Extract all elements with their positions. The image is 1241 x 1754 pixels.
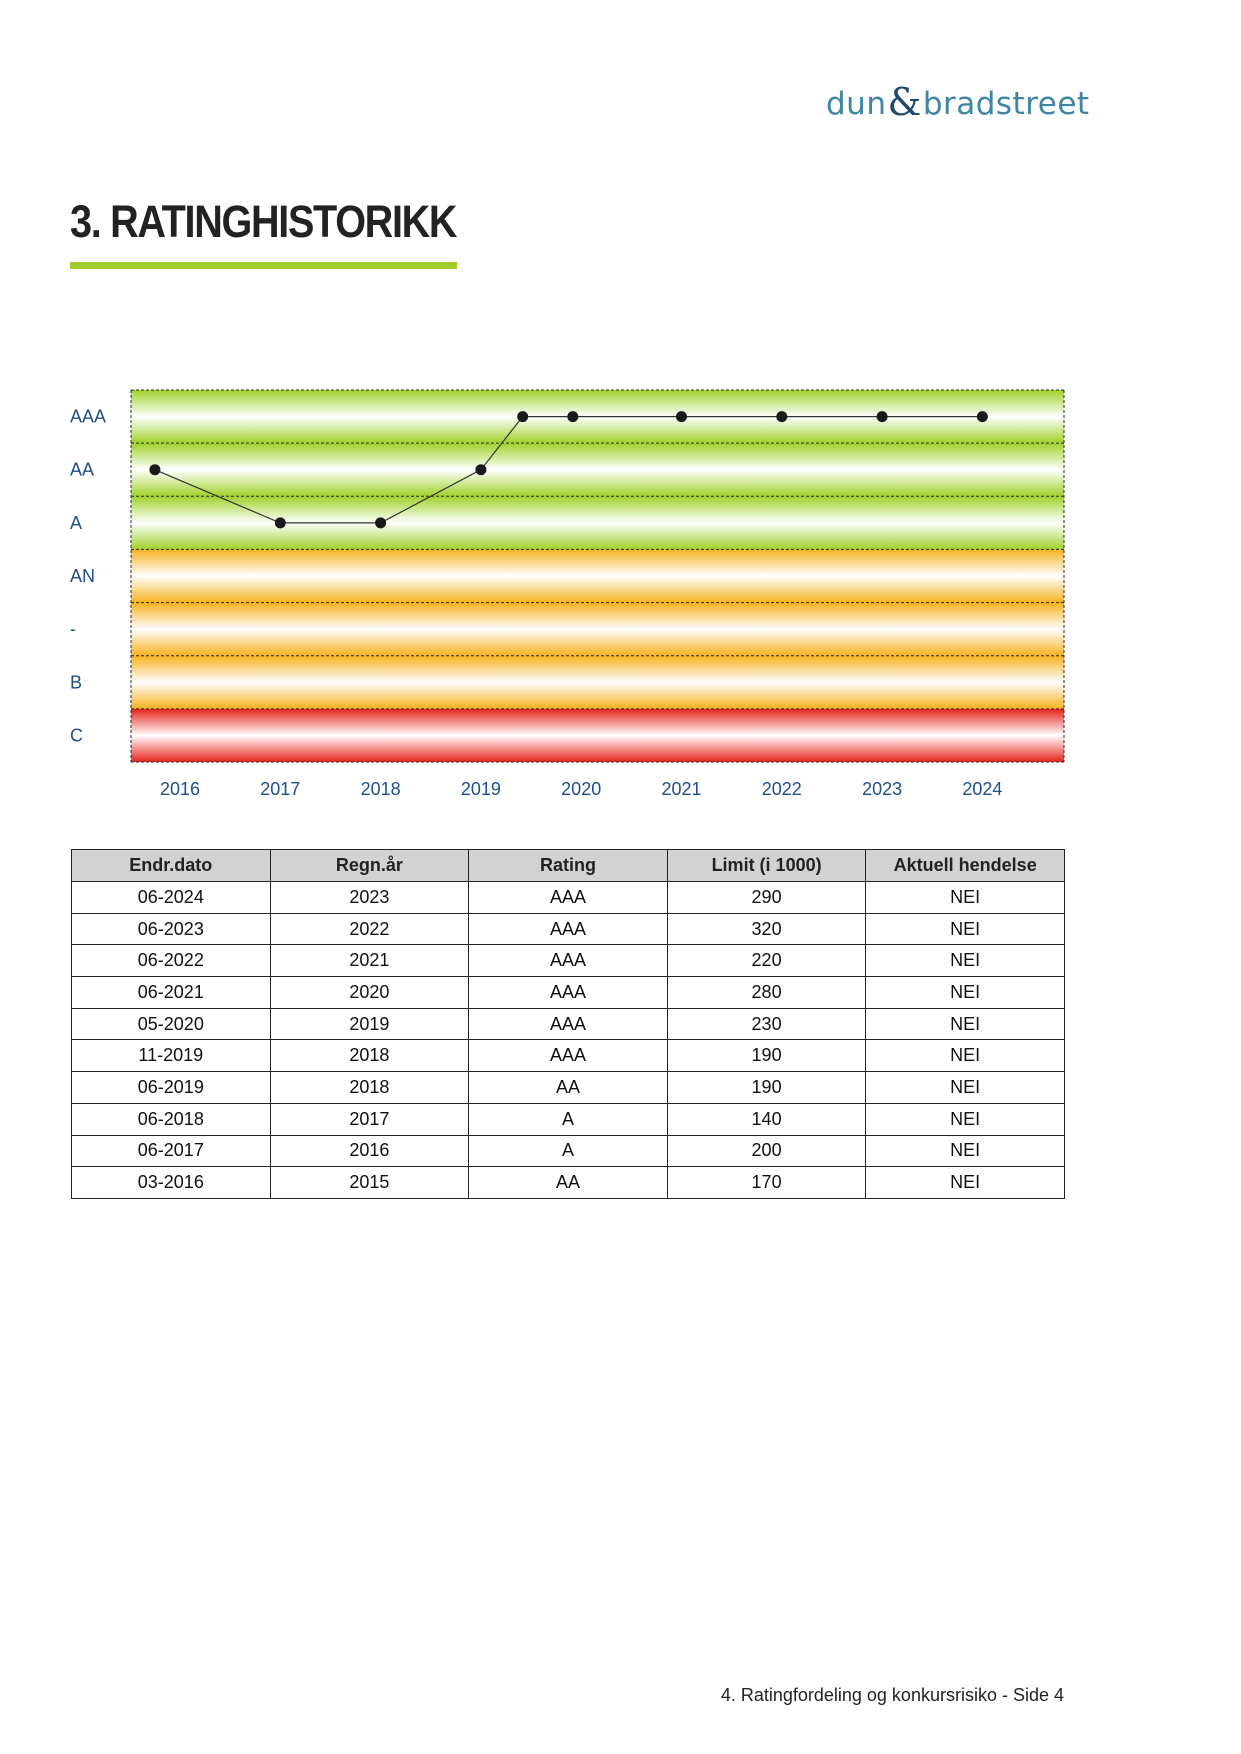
header-regn-ar: Regn.år xyxy=(270,850,469,882)
cell-endr-dato: 06-2021 xyxy=(72,977,271,1009)
band-aa xyxy=(131,443,1064,496)
logo-part-dun: dun xyxy=(826,86,887,122)
data-point xyxy=(275,517,286,528)
cell-aktuell-hendelse: NEI xyxy=(866,1135,1065,1167)
y-tick-label: AA xyxy=(70,459,95,480)
band-b xyxy=(131,656,1064,709)
y-tick-label: B xyxy=(70,672,83,693)
header-limit: Limit (i 1000) xyxy=(667,850,866,882)
table-header-row xyxy=(72,850,1065,882)
table-row xyxy=(72,1072,1065,1104)
cell-regn-ar: 2023 xyxy=(270,882,469,914)
rating-history-chart xyxy=(0,0,1241,820)
cell-limit: 170 xyxy=(667,1167,866,1199)
cell-rating: A xyxy=(469,1135,668,1167)
page-title: 3. RATINGHISTORIKK xyxy=(70,196,457,247)
cell-rating: AA xyxy=(469,1167,668,1199)
cell-aktuell-hendelse: NEI xyxy=(866,977,1065,1009)
cell-endr-dato: 06-2023 xyxy=(72,913,271,945)
cell-endr-dato: 06-2018 xyxy=(72,1103,271,1135)
table-row xyxy=(72,1040,1065,1072)
table-row xyxy=(72,1103,1065,1135)
y-tick-label: C xyxy=(70,725,83,746)
data-point xyxy=(517,411,528,422)
logo-ampersand: & xyxy=(887,80,922,124)
y-tick-label: AAA xyxy=(70,406,107,427)
cell-rating: AAA xyxy=(469,977,668,1009)
band-c xyxy=(131,709,1064,762)
data-point xyxy=(475,464,486,475)
data-point xyxy=(149,464,160,475)
cell-regn-ar: 2021 xyxy=(270,945,469,977)
cell-rating: AAA xyxy=(469,1040,668,1072)
cell-regn-ar: 2015 xyxy=(270,1167,469,1199)
header-aktuell-hendelse: Aktuell hendelse xyxy=(866,850,1065,882)
cell-rating: AAA xyxy=(469,1008,668,1040)
x-tick-label: 2021 xyxy=(661,779,702,799)
cell-endr-dato: 06-2017 xyxy=(72,1135,271,1167)
header-endr-dato: Endr.dato xyxy=(72,850,271,882)
rating-history-table xyxy=(71,849,1065,1199)
cell-limit: 320 xyxy=(667,913,866,945)
table-row xyxy=(72,1008,1065,1040)
x-tick-label: 2020 xyxy=(561,779,602,799)
table-row xyxy=(72,1167,1065,1199)
cell-regn-ar: 2022 xyxy=(270,913,469,945)
cell-regn-ar: 2017 xyxy=(270,1103,469,1135)
cell-limit: 220 xyxy=(667,945,866,977)
y-tick-label: - xyxy=(70,619,76,640)
cell-limit: 200 xyxy=(667,1135,866,1167)
y-tick-label: A xyxy=(70,512,83,533)
cell-regn-ar: 2019 xyxy=(270,1008,469,1040)
x-tick-label: 2017 xyxy=(260,779,301,799)
band-a xyxy=(131,496,1064,549)
cell-endr-dato: 06-2019 xyxy=(72,1072,271,1104)
table-row xyxy=(72,913,1065,945)
table-row xyxy=(72,977,1065,1009)
data-point xyxy=(375,517,386,528)
cell-rating: AA xyxy=(469,1072,668,1104)
cell-endr-dato: 06-2024 xyxy=(72,882,271,914)
data-point xyxy=(877,411,888,422)
cell-limit: 280 xyxy=(667,977,866,1009)
x-tick-label: 2016 xyxy=(159,779,201,799)
cell-regn-ar: 2018 xyxy=(270,1040,469,1072)
cell-aktuell-hendelse: NEI xyxy=(866,1072,1065,1104)
data-point xyxy=(567,411,578,422)
data-point xyxy=(676,411,687,422)
x-tick-label: 2019 xyxy=(460,779,501,799)
cell-limit: 230 xyxy=(667,1008,866,1040)
cell-aktuell-hendelse: NEI xyxy=(866,1167,1065,1199)
x-tick-label: 2024 xyxy=(962,779,1003,799)
y-tick-label: AN xyxy=(70,566,96,586)
cell-aktuell-hendelse: NEI xyxy=(866,945,1065,977)
cell-aktuell-hendelse: NEI xyxy=(866,1008,1065,1040)
x-tick-label: 2022 xyxy=(761,779,802,799)
header-rating: Rating xyxy=(469,850,668,882)
table-row xyxy=(72,882,1065,914)
x-tick-label: 2023 xyxy=(862,779,903,799)
cell-rating: A xyxy=(469,1103,668,1135)
cell-limit: 290 xyxy=(667,882,866,914)
cell-aktuell-hendelse: NEI xyxy=(866,882,1065,914)
cell-endr-dato: 05-2020 xyxy=(72,1008,271,1040)
band-dash xyxy=(131,603,1064,656)
cell-limit: 190 xyxy=(667,1072,866,1104)
cell-endr-dato: 03-2016 xyxy=(72,1167,271,1199)
logo-part-bradstreet: bradstreet xyxy=(922,86,1090,122)
cell-aktuell-hendelse: NEI xyxy=(866,1040,1065,1072)
cell-regn-ar: 2016 xyxy=(270,1135,469,1167)
data-point xyxy=(977,411,988,422)
table-row xyxy=(72,945,1065,977)
cell-rating: AAA xyxy=(469,913,668,945)
cell-regn-ar: 2020 xyxy=(270,977,469,1009)
cell-limit: 140 xyxy=(667,1103,866,1135)
cell-rating: AAA xyxy=(469,945,668,977)
cell-aktuell-hendelse: NEI xyxy=(866,913,1065,945)
table-row xyxy=(72,1135,1065,1167)
cell-endr-dato: 11-2019 xyxy=(72,1040,271,1072)
cell-regn-ar: 2018 xyxy=(270,1072,469,1104)
band-an xyxy=(131,549,1064,602)
cell-rating: AAA xyxy=(469,882,668,914)
x-tick-label: 2018 xyxy=(360,779,401,799)
cell-limit: 190 xyxy=(667,1040,866,1072)
cell-endr-dato: 06-2022 xyxy=(72,945,271,977)
data-point xyxy=(776,411,787,422)
cell-aktuell-hendelse: NEI xyxy=(866,1103,1065,1135)
page-footer: 4. Ratingfordeling og konkursrisiko - Side 4 xyxy=(720,1685,1064,1705)
